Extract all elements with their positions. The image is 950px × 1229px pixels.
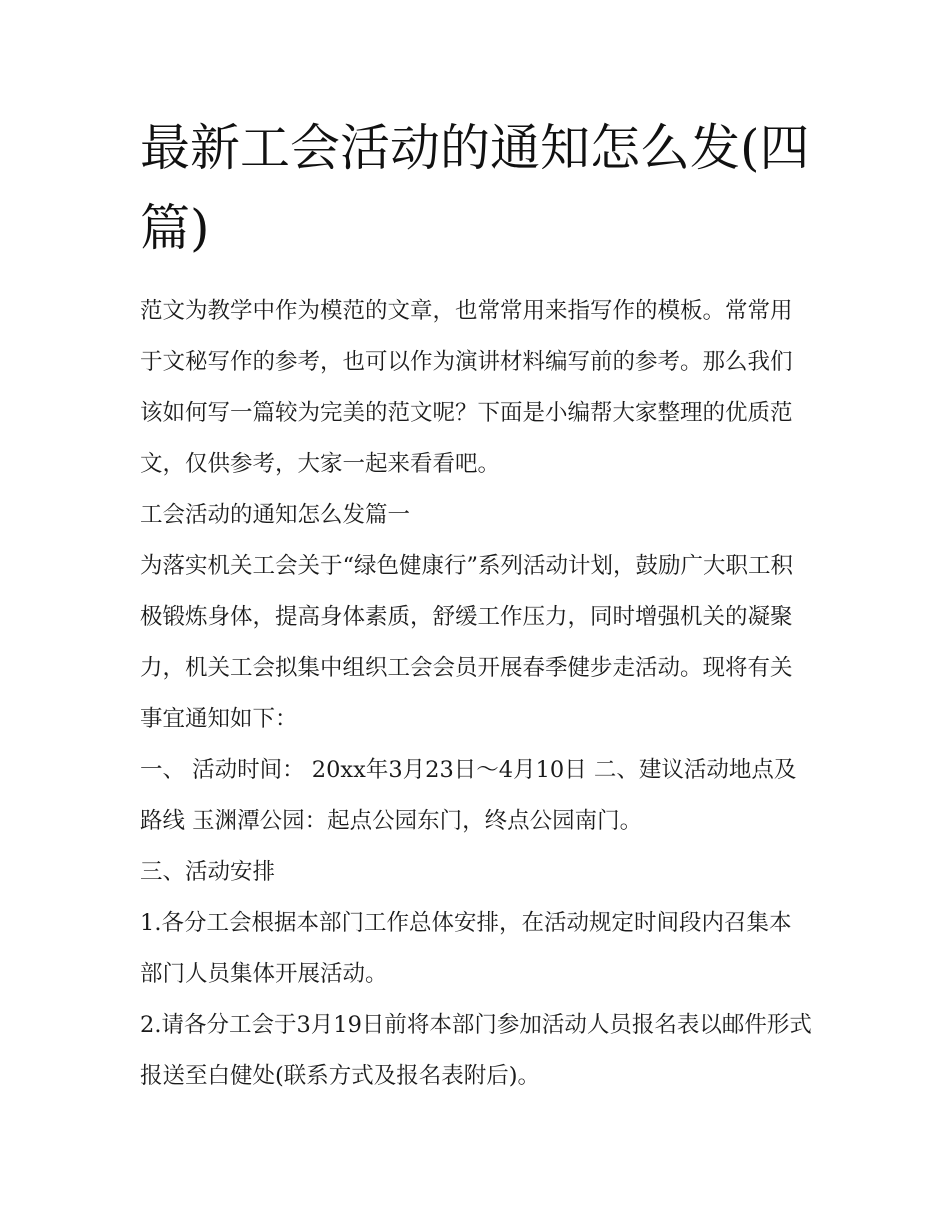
document-title: 最新工会活动的通知怎么发(四篇) — [140, 119, 810, 257]
document-page — [140, 108, 812, 1102]
activity-time-paragraph: 一、 活动时间： 20xx年3月23日～4月10日 二、建议活动地点及路线 玉渊潭公园：起点公园东门，终点公园南门。 — [140, 757, 797, 834]
section-heading: 工会活动的通知怎么发篇一 — [140, 502, 411, 528]
body-paragraph: 为落实机关工会关于“绿色健康行”系列活动计划，鼓励广大职工积极锻炼身体，提高身体素质，舒缓工作压力，同时增强机关的凝聚力，机关工会拟集中组织工会会员开展春季健步走活动。现将有关事宜通知如下： — [140, 553, 794, 732]
intro-paragraph: 范文为教学中作为模范的文章，也常常用来指写作的模板。常常用于文秘写作的参考，也可以作为演讲材料编写前的参考。那么我们该如何写一篇较为完美的范文呢？下面是小编帮大家整理的优质范文，仅供参考，大家一起来看看吧。 — [140, 298, 793, 477]
arrangement-item-2: 2.请各分工会于3月19日前将本部门参加活动人员报名表以邮件形式报送至白健处(联系方式及报名表附后)。 — [140, 1012, 812, 1089]
arrangement-item-1: 1.各分工会根据本部门工作总体安排，在活动规定时间段内召集本部门人员集体开展活动。 — [140, 910, 792, 987]
activity-arrangement-heading: 三、活动安排 — [140, 859, 276, 885]
